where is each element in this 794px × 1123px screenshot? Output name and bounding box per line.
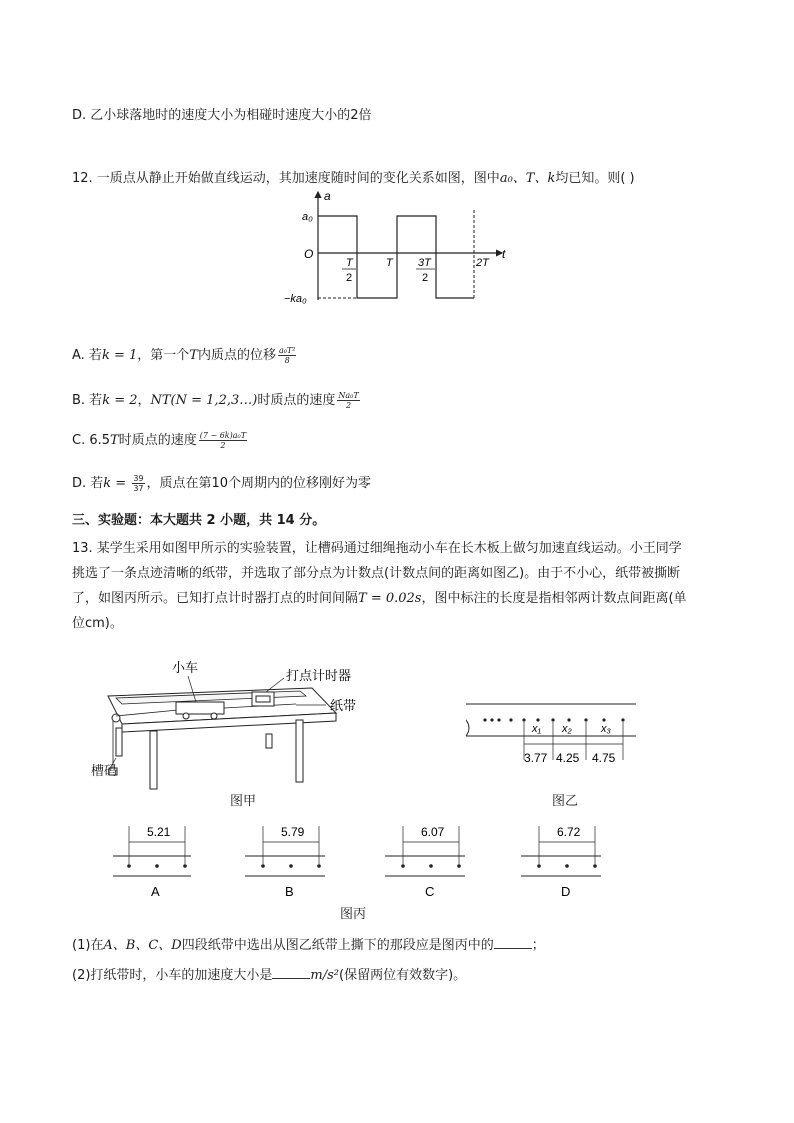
answer-blank-2[interactable] [272,966,310,979]
option-b-text: 时质点的速度 [257,393,336,408]
tape-piece-c [385,820,470,898]
tick-T: T [386,257,393,269]
tick-2T: 2T [476,257,489,269]
acceleration-unit: m/s² [310,968,340,983]
option-a-mid: ，第一个 [137,348,190,363]
option-d-fraction: $\frac{39}{37}$ [133,474,144,493]
q12-option-a [72,344,298,365]
option-b-sep: ， [137,393,151,408]
q13-stem [72,536,724,636]
piece-a-label: A [151,884,160,898]
tick-half-T-num: T [346,257,353,269]
option-c-text: 时质点的速度 [118,433,197,448]
label-weight-html: 槽码 [91,764,118,779]
sub1-vars: A、B、C、D [103,938,182,953]
option-b-cond: k = 2 [102,393,138,408]
q12-stem-suffix: 均已知。则( ) [555,171,635,186]
figure-apparatus [100,658,370,808]
option-c-fraction: $\frac{\text{(7 − 6k)a₀T}}{2}$ [199,431,247,450]
option-a-var: T [189,348,198,363]
q12-stem [72,167,635,186]
distance-3: 4.75 [592,751,616,765]
q12-option-b [72,389,362,410]
figure-tape-b [466,700,646,770]
piece-a-value: 5.21 [147,825,171,839]
option-a-prefix: A. 若 [72,348,102,363]
q12-option-d [72,472,371,493]
piece-b-value: 5.79 [281,825,305,839]
q13-sub-1: (1)在A、B、C、D四段纸带中选出从图乙纸带上撕下的那段应是图丙中的 ； [72,938,545,953]
lower-level-label: −ka₀ [284,293,307,305]
q13-stem-line-1: 13. 某学生采用如图甲所示的实验装置，让槽码通过细绳拖动小车在长木板上做匀加速直线运动。小王同学 [72,541,682,556]
piece-c-value: 6.07 [421,825,445,839]
option-a-fraction: $\frac{\text{a₀T²}}{8}$ [278,346,296,365]
option-a-cond: k = 1 [101,348,138,363]
table-leg [150,731,157,789]
tick-3T-den: 2 [422,272,429,284]
upper-level-label: a₀ [302,211,313,223]
distance-1: 3.77 [524,751,548,765]
x-axis-label: t [502,247,506,261]
q13-stem-line-2: 挑选了一条点迹清晰的纸带，并选取了部分点为计数点(计数点间的距离如图乙)。由于不小心，纸带被撕断 [72,566,681,581]
section-3-title: 三、实验题：本大题共 2 小题，共 14 分。 [72,513,326,528]
option-d-text: ，质点在第10个周期内的位移刚好为零 [146,476,372,491]
label-x3: x₃ [601,723,611,735]
caption-fig-a: 图甲 [230,794,257,809]
caption-fig-c: 图丙 [340,907,367,922]
option-b-prefix: B. 若 [72,393,103,408]
label-timer: 打点计时器 [286,668,352,683]
q13-stem-line-4: 位cm)。 [72,616,123,631]
origin-label: O [304,247,314,261]
answer-blank-1[interactable] [494,936,532,949]
q12-graph [280,188,520,308]
q13-period: T = 0.02s [358,591,422,606]
option-d-prefix: D. 若 [72,476,104,491]
label-x1: x₁ [532,723,541,735]
q12-option-c [72,429,249,450]
piece-d-label: D [561,884,571,898]
distance-2: 4.25 [556,751,580,765]
acceleration-waveform [318,216,474,298]
q12-stem-vars: a₀、T、k [499,171,556,186]
option-c-prefix: C. 6.5 [72,433,111,448]
option-b-fraction: $\frac{\text{Na₀T}}{2}$ [338,391,359,410]
label-x2: x₂ [562,723,572,735]
q13-stem-line-3: 了，如图丙所示。已知打点计时器打点的时间间隔T = 0.02s，图中标注的长度是指相邻两计数点间距离(单 [72,591,687,606]
q12-stem-prefix: 12. 一质点从静止开始做直线运动，其加速度随时间的变化关系如图，图中 [72,171,500,186]
piece-b-label: B [285,884,294,898]
option-d-var: k = [103,476,131,491]
y-axis-label: a [324,189,331,203]
tape-piece-d [521,820,606,898]
piece-c-label: C [425,884,435,898]
tick-half-T-den: 2 [346,272,353,284]
figure-tape-pieces [113,820,593,898]
label-cart: 小车 [172,660,199,675]
q13-sub-2: (2)打纸带时，小车的加速度大小是 m/s²(保留两位有效数字)。 [72,968,467,983]
table-leg [296,720,303,782]
option-c-var: T [110,433,119,448]
tick-3T-num: 3T [418,257,431,269]
label-tape: 纸带 [330,698,357,713]
caption-fig-b: 图乙 [552,794,579,809]
q11-option-d: D. 乙小球落地时的速度大小为相碰时速度大小的2倍 [72,108,372,123]
tape-piece-a [113,820,198,898]
cart [176,702,224,714]
option-b-expr: NT(N = 1,2,3…) [150,393,258,408]
tape-piece-b [245,820,330,898]
option-a-text: 内质点的位移 [197,348,276,363]
piece-d-value: 6.72 [557,825,581,839]
